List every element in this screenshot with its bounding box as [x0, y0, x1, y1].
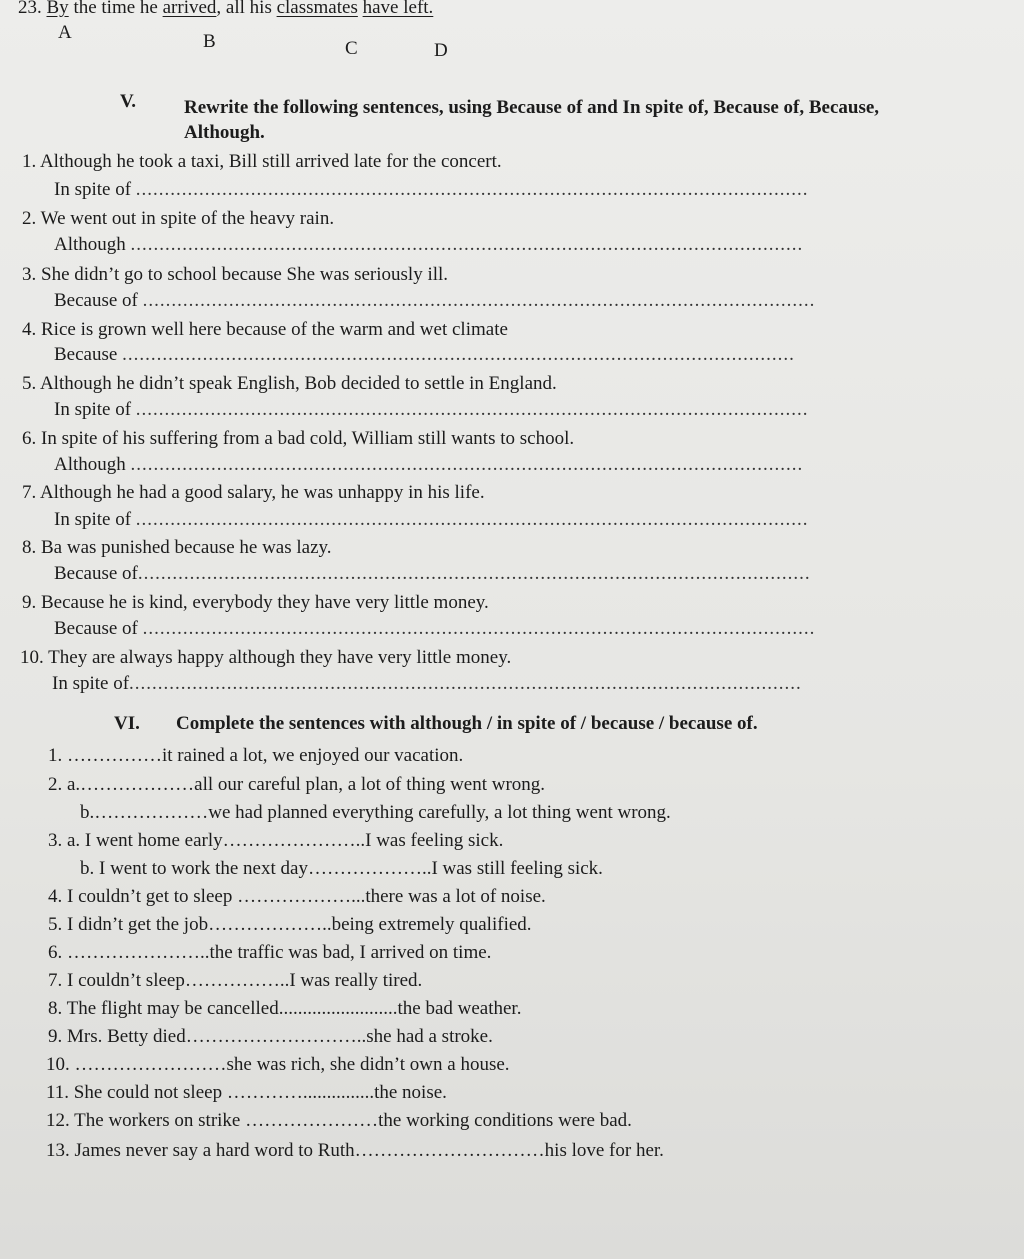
- section-v-number: V.: [120, 91, 137, 112]
- v-item-6-answer: Although .....................................................................................................................: [54, 454, 804, 475]
- v-item-9: 9. Because he is kind, everybody they have very little money.: [22, 592, 489, 613]
- vi-item-3b: b. I went to work the next day………………..I was still feeling sick.: [80, 858, 603, 879]
- v-item-8: 8. Ba was punished because he was lazy.: [22, 537, 332, 558]
- vi-item-9: 9. Mrs. Betty died………………………..she had a stroke.: [48, 1026, 493, 1047]
- v-item-3: 3. She didn’t go to school because She was seriously ill.: [22, 264, 449, 285]
- vi-item-8: 8. The flight may be cancelled.........................the bad weather.: [48, 998, 522, 1019]
- vi-item-7: 7. I couldn’t sleep……………..I was really tired.: [48, 970, 423, 991]
- vi-item-3a: 3. a. I went home early…………………..I was feeling sick.: [48, 830, 504, 851]
- v-item-4: 4. Rice is grown well here because of the warm and wet climate: [22, 319, 508, 340]
- v-item-7-answer: In spite of .....................................................................................................................: [54, 509, 809, 530]
- v-item-5-answer: In spite of .....................................................................................................................: [54, 399, 809, 420]
- v-item-2: 2. We went out in spite of the heavy rain.: [22, 208, 335, 229]
- vi-item-13: 13. James never say a hard word to Ruth…………………………his love for her.: [46, 1140, 664, 1161]
- vi-item-2b: b.………………we had planned everything carefully, a lot thing went wrong.: [80, 802, 671, 823]
- vi-item-10: 10. ……………………she was rich, she didn’t own a house.: [46, 1054, 510, 1075]
- vi-item-5: 5. I didn’t get the job………………..being extremely qualified.: [48, 914, 532, 935]
- v-item-9-answer: Because of .....................................................................................................................: [54, 618, 816, 639]
- v-item-5: 5. Although he didn’t speak English, Bob decided to settle in England.: [22, 373, 557, 394]
- vi-item-11: 11. She could not sleep …………...............the noise.: [46, 1082, 447, 1103]
- option-b-label: B: [203, 31, 216, 52]
- v-item-7: 7. Although he had a good salary, he was unhappy in his life.: [22, 482, 485, 503]
- option-a-label: A: [58, 22, 72, 43]
- section-vi-heading: Complete the sentences with although / in spite of / because / because of.: [176, 713, 758, 734]
- v-item-2-answer: Although .....................................................................................................................: [54, 234, 804, 255]
- section-v-heading-line2: Although.: [184, 122, 265, 143]
- v-item-10-answer: In spite of.....................................................................................................................: [52, 673, 802, 694]
- v-item-8-answer: Because of.....................................................................................................................: [54, 563, 811, 584]
- section-v-heading-line1: Rewrite the following sentences, using Because of and In spite of, Because of, Because,: [184, 97, 880, 118]
- section-vi-number: VI.: [114, 713, 140, 734]
- v-item-1-answer: In spite of .....................................................................................................................: [54, 179, 809, 200]
- option-d-label: D: [434, 40, 448, 61]
- q23-line: 23. By the time he arrived, all his classmates have left.: [18, 0, 434, 18]
- vi-item-6: 6. …………………..the traffic was bad, I arrived on time.: [48, 942, 492, 963]
- vi-item-2a: 2. a.………………all our careful plan, a lot of thing went wrong.: [48, 774, 546, 795]
- vi-item-12: 12. The workers on strike …………………the working conditions were bad.: [46, 1110, 632, 1131]
- v-item-1: 1. Although he took a taxi, Bill still arrived late for the concert.: [22, 151, 502, 172]
- vi-item-1: 1. ……………it rained a lot, we enjoyed our vacation.: [48, 745, 464, 766]
- v-item-6: 6. In spite of his suffering from a bad cold, William still wants to school.: [22, 428, 575, 449]
- v-item-10: 10. They are always happy although they have very little money.: [20, 647, 512, 668]
- option-c-label: C: [345, 38, 358, 59]
- v-item-3-answer: Because of .....................................................................................................................: [54, 290, 816, 311]
- vi-item-4: 4. I couldn’t get to sleep ………………...there was a lot of noise.: [48, 886, 546, 907]
- v-item-4-answer: Because .....................................................................................................................: [54, 344, 795, 365]
